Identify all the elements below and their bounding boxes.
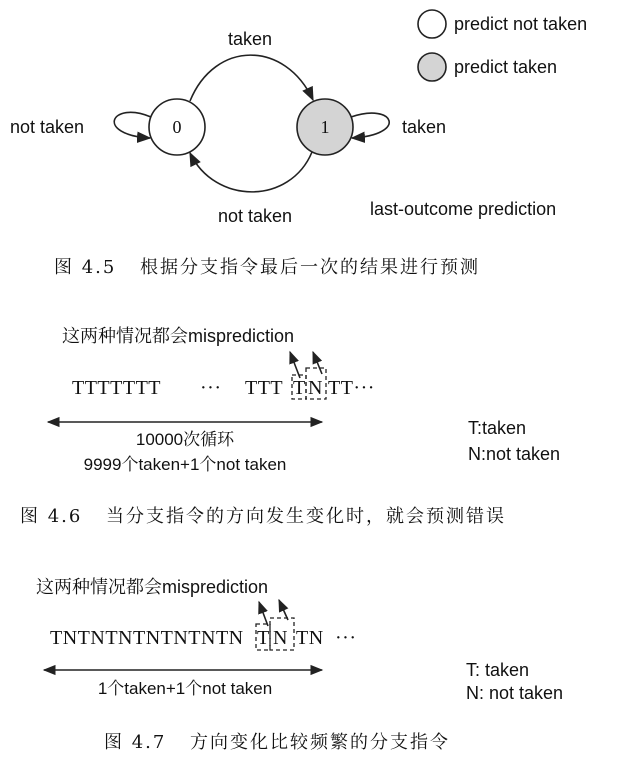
figure-4-5 <box>0 0 626 290</box>
mispredict-t: T <box>293 377 306 399</box>
state-diagram <box>0 0 626 290</box>
annotation-arrow-1 <box>259 602 268 626</box>
annotation-arrow-2 <box>279 600 288 620</box>
mispredict-n: N <box>308 377 323 399</box>
range-label-1: 10000次循环 <box>135 430 235 449</box>
self-loop-taken-label: taken <box>402 117 447 137</box>
self-loop-taken-arrow <box>351 113 389 138</box>
state-1-label: 1 <box>320 117 330 137</box>
edge-taken-arrow <box>190 55 313 101</box>
state-0-label: 0 <box>172 117 182 137</box>
edge-taken-label: taken <box>227 29 273 49</box>
range-label: 1个taken+1个not taken <box>97 679 273 698</box>
sequence-ellipsis: ··· <box>335 627 357 649</box>
sequence-ellipsis: ··· <box>200 377 222 399</box>
diagram-note: last-outcome prediction <box>370 199 557 219</box>
caption-number: 图 4.7 <box>104 732 167 753</box>
legend-not-taken-swatch <box>418 10 446 38</box>
edge-not-taken-arrow <box>190 152 312 192</box>
sequence-diagram-1 <box>0 300 626 540</box>
legend-t: T: taken <box>466 660 530 680</box>
edge-not-taken-label: not taken <box>217 206 293 226</box>
legend-not-taken-label: predict not taken <box>454 14 588 34</box>
legend-n: N: not taken <box>466 683 564 703</box>
self-loop-not-taken-label: not taken <box>10 117 85 137</box>
legend-taken-swatch <box>418 53 446 81</box>
figure-4-7 <box>0 560 626 760</box>
legend-taken-label: predict taken <box>454 57 558 77</box>
legend-n: N:not taken <box>468 444 561 464</box>
range-label-2: 9999个taken+1个not taken <box>83 455 287 474</box>
self-loop-not-taken-arrow <box>114 112 151 138</box>
mispredict-t: T <box>257 627 270 649</box>
mispredict-n: N <box>273 627 288 649</box>
figure-4-6 <box>0 300 626 540</box>
annotation-arrow-2 <box>313 352 322 374</box>
sequence-middle: TTT <box>245 377 284 399</box>
sequence-right: TN <box>296 627 324 649</box>
sequence-diagram-2 <box>0 560 626 760</box>
caption-number: 图 4.6 <box>20 506 83 527</box>
caption-text: 当分支指令的方向发生变化时，就会预测错误 <box>106 506 506 527</box>
caption-number: 图 4.5 <box>54 257 117 278</box>
caption-text: 根据分支指令最后一次的结果进行预测 <box>140 257 480 278</box>
legend-t: T:taken <box>468 418 527 438</box>
annotation-label: 这两种情况都会misprediction <box>62 326 295 346</box>
sequence-left: TTTTTTT <box>72 377 162 399</box>
sequence-right: TT··· <box>328 377 375 399</box>
annotation-label: 这两种情况都会misprediction <box>36 577 269 597</box>
sequence-left: TNTNTNTNTNTNTN <box>50 627 244 649</box>
caption-text: 方向变化比较频繁的分支指令 <box>190 732 450 753</box>
annotation-arrow-1 <box>290 352 300 378</box>
